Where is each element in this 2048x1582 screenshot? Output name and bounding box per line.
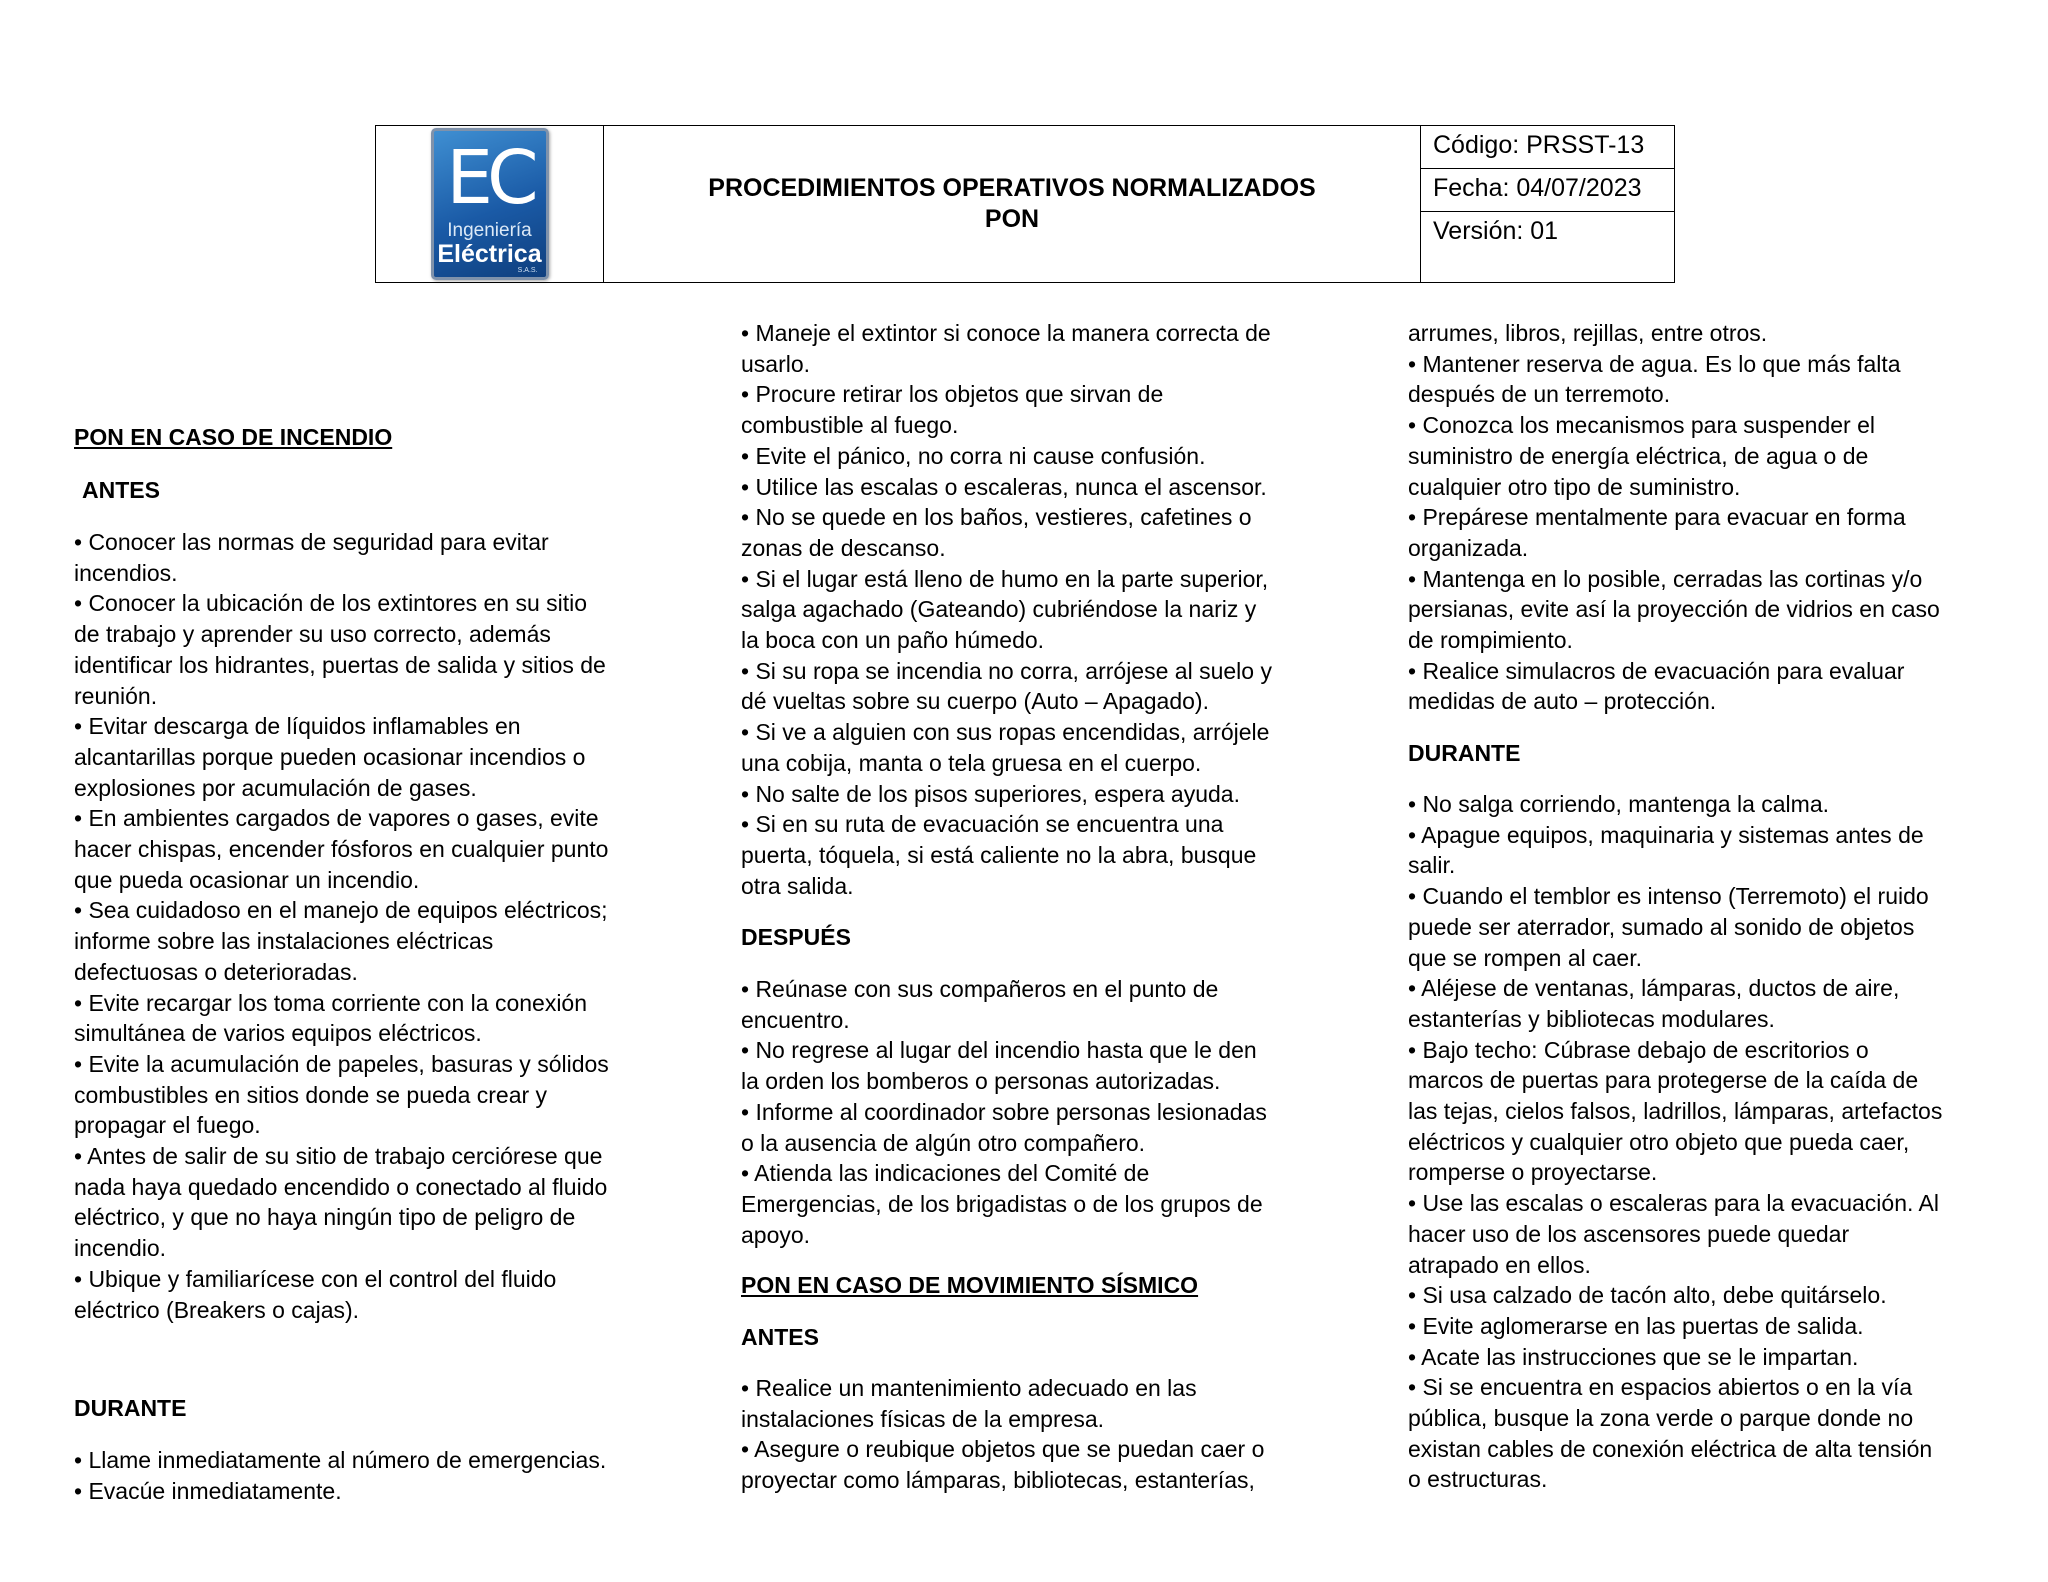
list-line: • Realice un mantenimiento adecuado en las <box>741 1375 1197 1401</box>
list-line: • Realice simulacros de evacuación para evaluar <box>1408 657 1905 684</box>
list-line: encuentro. <box>741 1006 850 1033</box>
list-line: • No regrese al lugar del incendio hasta que le den <box>741 1037 1257 1064</box>
list-line: hacer uso de los ascensores puede quedar <box>1408 1220 1850 1247</box>
list-line: de trabajo y aprender su uso correcto, además <box>74 621 551 648</box>
list-line: • Cuando el temblor es intenso (Terremoto) el ruido <box>1408 883 1929 910</box>
antes-incendio-list <box>74 527 609 1325</box>
durante-incendio-list <box>74 1445 606 1506</box>
list-line: • Si ve a alguien con sus ropas encendidas, arrójele <box>741 719 1270 746</box>
list-line: Emergencias, de los brigadistas o de los grupos de <box>741 1190 1263 1217</box>
list-line: las tejas, cielos falsos, ladrillos, lámparas, artefactos <box>1408 1098 1943 1125</box>
list-line: arrumes, libros, rejillas, entre otros. <box>1408 320 1768 346</box>
list-line: • Informe al coordinador sobre personas lesionadas <box>741 1098 1267 1125</box>
list-line: alcantarillas porque pueden ocasionar incendios o <box>74 743 586 770</box>
list-line: zonas de descanso. <box>741 534 946 561</box>
list-line: • No se quede en los baños, vestieres, cafetines o <box>741 504 1252 531</box>
document-header <box>375 125 1675 283</box>
list-line: pública, busque la zona verde o parque donde no <box>1408 1405 1914 1432</box>
list-line: • Bajo techo: Cúbrase debajo de escritorios o <box>1408 1036 1869 1063</box>
list-line: • Si el lugar está lleno de humo en la parte superior, <box>741 565 1269 592</box>
list-line: apoyo. <box>741 1221 811 1248</box>
logo-subtitle: Ingeniería <box>447 220 532 241</box>
section-title-sismo: PON EN CASO DE MOVIMIENTO SÍSMICO <box>741 1272 1199 1298</box>
list-line: cualquier otro tipo de suministro. <box>1408 473 1741 500</box>
list-line: existan cables de conexión eléctrica de alta tensión <box>1408 1435 1933 1462</box>
list-line: • Evite la acumulación de papeles, basuras y sólidos <box>74 1050 609 1077</box>
list-line: atrapado en ellos. <box>1408 1251 1591 1278</box>
list-line: • Apague equipos, maquinaria y sistemas antes de <box>1408 821 1924 848</box>
list-line: • Si su ropa se incendia no corra, arrójese al suelo y <box>741 657 1272 684</box>
document-title <box>604 126 1421 282</box>
list-line: • Si usa calzado de tacón alto, debe quitárselo. <box>1408 1282 1887 1309</box>
heading-durante-sismo: DURANTE <box>1408 740 1521 766</box>
list-line: la boca con un paño húmedo. <box>741 627 1045 654</box>
list-line: romperse o proyectarse. <box>1408 1159 1658 1186</box>
list-line: dé vueltas sobre su cuerpo (Auto – Apagado). <box>741 688 1209 715</box>
list-line: o la ausencia de algún otro compañero. <box>741 1129 1146 1156</box>
list-line: • Prepárese mentalmente para evacuar en forma <box>1408 504 1906 531</box>
list-line: • Maneje el extintor si conoce la manera correcta de <box>741 320 1271 346</box>
list-line: combustible al fuego. <box>741 412 959 439</box>
heading-despues-incendio: DESPUÉS <box>741 924 851 950</box>
list-line: • Ubique y familiarícese con el control del fluido <box>74 1265 557 1292</box>
list-line: identificar los hidrantes, puertas de salida y sitios de <box>74 651 606 678</box>
list-line: • Mantener reserva de agua. Es lo que más falta <box>1408 350 1901 377</box>
list-line: después de un terremoto. <box>1408 381 1671 408</box>
list-line: instalaciones físicas de la empresa. <box>741 1405 1105 1432</box>
list-line: • Conocer la ubicación de los extintores en su sitio <box>74 590 588 617</box>
list-line: hacer chispas, encender fósforos en cualquier punto <box>74 836 609 863</box>
list-line: • Acate las instrucciones que se le impartan. <box>1408 1343 1859 1370</box>
list-line: • Use las escalas o escaleras para la evacuación. Al <box>1408 1190 1939 1217</box>
logo-mark: EC <box>446 135 533 221</box>
company-logo <box>431 128 549 280</box>
list-line: • Evite recargar los toma corriente con la conexión <box>74 989 588 1016</box>
list-line: • Aléjese de ventanas, lámparas, ductos de aire, <box>1408 975 1900 1002</box>
logo-sas: S.A.S. <box>517 267 538 274</box>
list-line: • Si se encuentra en espacios abiertos o en la vía <box>1408 1374 1913 1401</box>
list-line: otra salida. <box>741 872 854 899</box>
title-line-1: PROCEDIMIENTOS OPERATIVOS NORMALIZADOS <box>708 174 1316 202</box>
list-line: • En ambientes cargados de vapores o gases, evite <box>74 805 599 832</box>
antes-sismo-list <box>741 1373 1264 1496</box>
heading-antes-incendio: ANTES <box>82 477 160 503</box>
document-date: Fecha: 04/07/2023 <box>1421 169 1674 212</box>
document-code: Código: PRSST-13 <box>1421 126 1674 169</box>
list-line: de rompimiento. <box>1408 627 1573 654</box>
logo-cell <box>376 126 604 282</box>
title-line-2: PON <box>984 205 1040 233</box>
list-line: proyectar como lámparas, bibliotecas, estanterías, <box>741 1467 1255 1494</box>
list-line: eléctrico (Breakers o cajas). <box>74 1296 360 1323</box>
list-line: explosiones por acumulación de gases. <box>74 774 477 801</box>
list-line: marcos de puertas para protegerse de la caída de <box>1408 1067 1919 1094</box>
list-line: • Llame inmediatamente al número de emergencias. <box>74 1447 607 1473</box>
list-line: incendios. <box>74 559 178 586</box>
list-line: • Reúnase con sus compañeros en el punto de <box>741 976 1219 1002</box>
list-line: eléctrico, y que no haya ningún tipo de peligro de <box>74 1204 576 1231</box>
list-line: puerta, tóquela, si está caliente no la abra, busque <box>741 841 1257 868</box>
list-line: defectuosas o deterioradas. <box>74 958 358 985</box>
list-line: suministro de energía eléctrica, de agua o de <box>1408 442 1869 469</box>
list-line: • Evacúe inmediatamente. <box>74 1477 342 1504</box>
list-line: • Atienda las indicaciones del Comité de <box>741 1160 1150 1187</box>
list-line: • Utilice las escalas o escaleras, nunca el ascensor. <box>741 473 1267 500</box>
list-line: puede ser aterrador, sumado al sonido de objetos <box>1408 913 1915 940</box>
list-line: • Mantenga en lo posible, cerradas las cortinas y/o <box>1408 565 1923 592</box>
list-line: • Evite aglomerarse en las puertas de salida. <box>1408 1312 1864 1339</box>
despues-incendio-list <box>741 974 1267 1250</box>
list-line: propagar el fuego. <box>74 1112 261 1139</box>
list-line: medidas de auto – protección. <box>1408 688 1717 715</box>
list-line: que pueda ocasionar un incendio. <box>74 866 420 893</box>
list-line: o estructuras. <box>1408 1466 1548 1493</box>
section-title-incendio: PON EN CASO DE INCENDIO <box>74 424 393 450</box>
list-line: • Conozca los mecanismos para suspender el <box>1408 412 1876 439</box>
list-line: combustibles en sitios donde se pueda crear y <box>74 1081 548 1108</box>
list-line: informe sobre las instalaciones eléctricas <box>74 928 494 955</box>
list-line: organizada. <box>1408 534 1529 561</box>
list-line: • Evite el pánico, no corra ni cause confusión. <box>741 442 1206 469</box>
list-line: • Evitar descarga de líquidos inflamables en <box>74 713 521 740</box>
list-line: • No salte de los pisos superiores, espera ayuda. <box>741 780 1240 807</box>
list-line: simultánea de varios equipos eléctricos. <box>74 1020 482 1047</box>
durante-incendio-continued-list <box>741 318 1272 901</box>
document-version: Versión: 01 <box>1433 217 1559 245</box>
list-line: • Antes de salir de su sitio de trabajo cerciórese que <box>74 1143 603 1170</box>
document-meta <box>1421 126 1674 282</box>
heading-antes-sismo: ANTES <box>741 1324 819 1350</box>
heading-durante-incendio: DURANTE <box>74 1395 187 1421</box>
list-line: incendio. <box>74 1235 167 1262</box>
list-line: una cobija, manta o tela gruesa en el cuerpo. <box>741 749 1202 776</box>
list-line: • Procure retirar los objetos que sirvan de <box>741 381 1164 408</box>
list-line: reunión. <box>74 682 158 709</box>
antes-sismo-continued-list <box>1408 318 1940 717</box>
list-line: estanterías y bibliotecas modulares. <box>1408 1005 1775 1032</box>
list-line: eléctricos y cualquier otro objeto que pueda caer, <box>1408 1128 1910 1155</box>
list-line: • Conocer las normas de seguridad para evitar <box>74 529 549 555</box>
logo-name: Eléctrica <box>437 240 542 268</box>
list-line: • Si en su ruta de evacuación se encuentra una <box>741 811 1224 838</box>
list-line: salga agachado (Gateando) cubriéndose la nariz y <box>741 596 1257 623</box>
durante-sismo-list <box>1408 789 1942 1495</box>
list-line: persianas, evite así la proyección de vidrios en caso <box>1408 596 1940 623</box>
list-line: que se rompen al caer. <box>1408 944 1642 971</box>
list-line: salir. <box>1408 852 1456 879</box>
list-line: usarlo. <box>741 350 811 377</box>
list-line: • Asegure o reubique objetos que se puedan caer o <box>741 1436 1265 1463</box>
list-line: • Sea cuidadoso en el manejo de equipos eléctricos; <box>74 897 608 924</box>
list-line: nada haya quedado encendido o conectado al fluido <box>74 1173 608 1200</box>
list-line: la orden los bomberos o personas autorizadas. <box>741 1068 1221 1095</box>
list-line: • No salga corriendo, mantenga la calma. <box>1408 791 1829 817</box>
